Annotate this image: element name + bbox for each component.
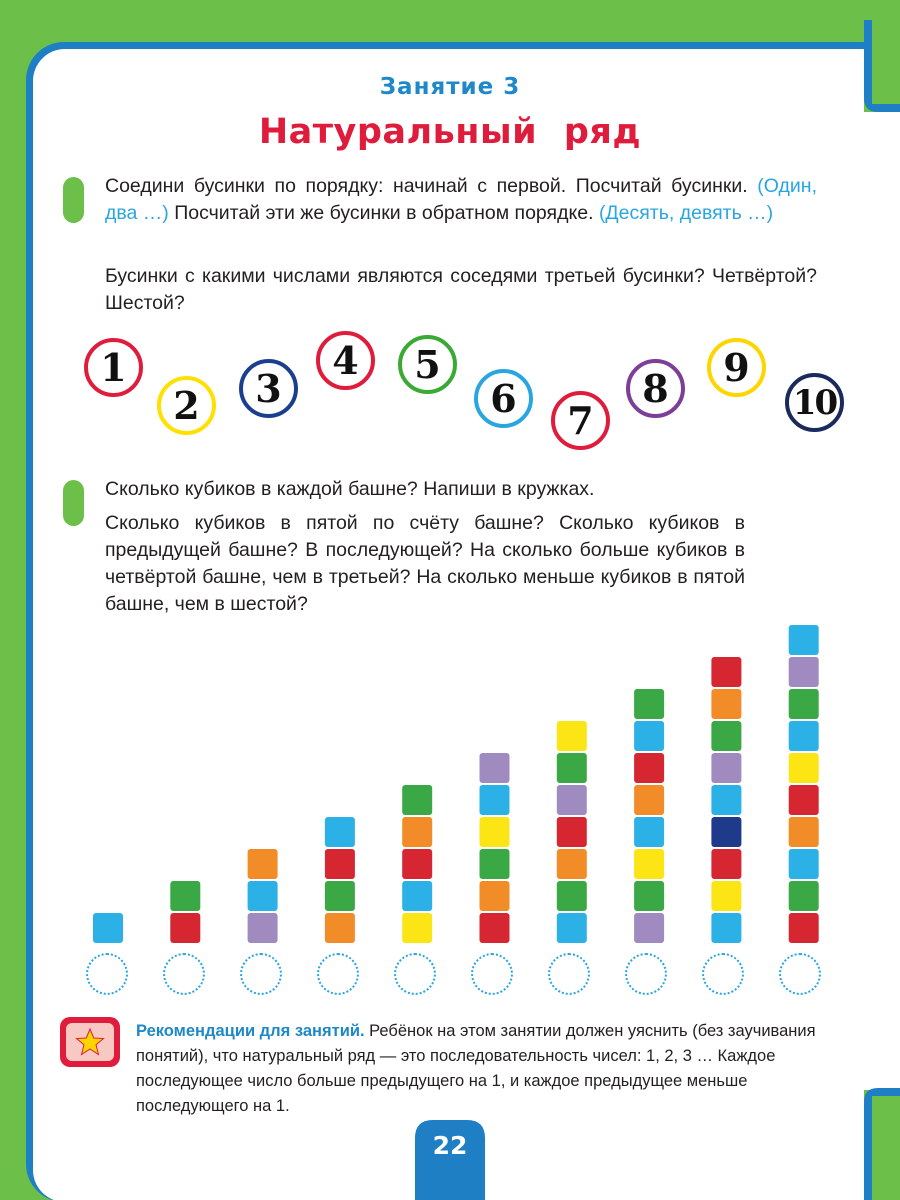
recommendation-body: Ребёнок на этом занятии должен уяснить (без заучивания понятий), что натуральный ряд — это последовательность чисел: 1, 2, 3 … Каждое последующее число больше предыдущего на 1, и каждое предыдущее меньше последующего на 1. [136,1022,816,1115]
bead-4[interactable] [316,331,375,390]
bead-4-label: 4 [332,338,359,383]
task1-marker [63,177,84,223]
answer-circle-6[interactable] [471,953,513,995]
bead-6-label: 6 [490,376,517,421]
lesson-number: Занятие 3 [379,74,521,100]
bead-10-label: 10 [792,382,837,423]
task1-hint1: (Один, два …) [105,175,817,224]
task2-marker [63,480,84,526]
bead-9-label: 9 [723,345,750,390]
bead-1-label: 1 [100,345,127,390]
answer-circle-7[interactable] [548,953,590,995]
answer-circle-8[interactable] [625,953,667,995]
bead-8[interactable] [626,359,685,418]
answer-circle-10[interactable] [779,953,821,995]
bead-8-label: 8 [642,366,669,411]
answer-circle-2[interactable] [163,953,205,995]
answer-circle-4[interactable] [317,953,359,995]
bead-3[interactable] [239,359,298,418]
task2-instructions: Сколько кубиков в каждой башне? Напиши в кружках. [105,478,595,500]
recommendation-label: Рекомендации для занятий. [136,1022,365,1040]
bead-5[interactable] [398,335,457,394]
task1-instructions [105,173,817,227]
bead-7-label: 7 [567,398,594,443]
bead-5-label: 5 [414,342,441,387]
bead-1[interactable] [84,338,143,397]
recommendation-text [136,1019,836,1119]
answer-circle-5[interactable] [394,953,436,995]
task1-line2: Посчитай эти же бусинки в обратном порядке. [174,202,594,224]
answer-circle-1[interactable] [86,953,128,995]
bead-10[interactable] [785,373,844,432]
bead-2-label: 2 [173,383,200,428]
page-number: 22 [432,1130,468,1160]
answer-circle-3[interactable] [240,953,282,995]
task1-hint2: (Десять, девять …) [598,202,774,224]
bead-2[interactable] [157,376,216,435]
bead-9[interactable] [707,338,766,397]
page-title: Натуральный ряд [258,112,642,152]
task2-question: Сколько кубиков в пятой по счёту башне? Сколько кубиков в предыдущей башне? В последующей? На сколько больше кубиков в четвёртой башне, чем в третьей? На сколько меньше кубиков в пятой башне, чем в шестой? [105,512,745,615]
bead-3-label: 3 [255,366,282,411]
bead-6[interactable] [474,369,533,428]
task1-line1: Соедини бусинки по порядку: начинай с первой. Посчитай бусинки. [105,175,748,197]
star-icon [75,1027,105,1057]
bead-7[interactable] [551,391,610,450]
recommendation-badge-inner [66,1023,114,1061]
task1-question: Бусинки с какими числами являются соседями третьей бусинки? Четвёртой? Шестой? [105,265,817,314]
recommendation-badge [60,1017,120,1067]
answer-circle-9[interactable] [702,953,744,995]
